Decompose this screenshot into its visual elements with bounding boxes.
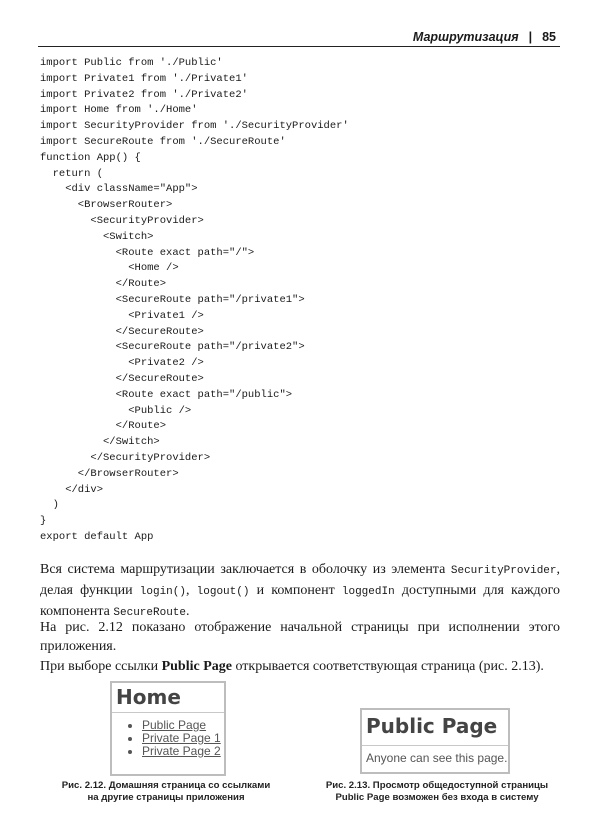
public-page-heading: Public Page: [362, 710, 508, 746]
code-line: ): [40, 499, 59, 512]
code-line: <Public />: [40, 404, 192, 417]
code-line: </Switch>: [40, 436, 160, 449]
figure-caption-2-13: [312, 780, 562, 804]
section-title: Маршрутизация: [412, 30, 519, 44]
inline-code: loggedIn: [341, 586, 395, 598]
code-line: <Switch>: [40, 230, 154, 243]
code-line: <SecureRoute path="/private1">: [40, 293, 305, 306]
code-line: import SecureRoute from './SecureRoute': [40, 135, 286, 148]
inline-code: logout(): [196, 586, 250, 598]
figure-public-page-screenshot: [360, 708, 510, 774]
para-text: ,: [185, 583, 197, 598]
para-text: Вся система маршрутизации заключается в оболочку из элемента: [40, 562, 451, 577]
para-text: При выборе ссылки: [40, 659, 162, 674]
link-private-page-1[interactable]: Private Page 1: [142, 731, 221, 745]
code-line: </Route>: [40, 420, 167, 433]
paragraph-security-provider: [40, 560, 560, 623]
inline-code: login(): [139, 586, 186, 598]
link-list: [112, 719, 224, 758]
code-line: function App() {: [40, 151, 141, 164]
header-separator: |: [528, 30, 533, 44]
code-line: <BrowserRouter>: [40, 199, 173, 212]
code-line: import SecurityProvider from './SecurityProvider': [40, 120, 349, 133]
figure-home-screenshot: [110, 681, 226, 776]
code-line: <SecureRoute path="/private2">: [40, 341, 305, 354]
code-line: </BrowserRouter>: [40, 467, 179, 480]
code-line: import Home from './Home': [40, 104, 198, 117]
caption-line: Public Page возможен без входа в систему: [335, 792, 539, 803]
home-heading: Home: [112, 683, 224, 713]
paragraph-public-page: [40, 657, 560, 676]
code-line: import Private1 from './Private1': [40, 72, 248, 85]
code-line: <Route exact path="/">: [40, 246, 255, 259]
code-line: </SecureRoute>: [40, 325, 204, 338]
code-listing: [40, 56, 349, 546]
code-line: </Route>: [40, 278, 167, 291]
code-line: <div className="App">: [40, 183, 198, 196]
para-text: открывается соответствующая страница (рис. 2.13).: [231, 659, 544, 674]
caption-line: Рис. 2.12. Домашняя страница со ссылками: [61, 780, 271, 791]
paragraph-figure-ref: На рис. 2.12 показано отображение начальной страницы при исполнении этого приложения.: [40, 620, 560, 654]
code-line: <Private2 />: [40, 357, 204, 370]
link-public-page[interactable]: Public Page: [142, 718, 207, 732]
code-line: import Private2 from './Private2': [40, 88, 248, 101]
code-line: <Route exact path="/public">: [40, 388, 293, 401]
code-line: </div>: [40, 483, 104, 496]
list-item: [142, 745, 224, 758]
code-line: </SecureRoute>: [40, 372, 204, 385]
code-line: import Public from './Public': [40, 57, 223, 69]
code-line: </SecurityProvider>: [40, 451, 211, 464]
public-page-text: Anyone can see this page.: [366, 751, 508, 765]
para-text: , делая функции: [40, 562, 560, 598]
inline-code: SecurityProvider: [450, 565, 557, 577]
link-private-page-2[interactable]: Private Page 2: [142, 744, 221, 758]
bold-text: Public Page: [161, 659, 232, 674]
code-line: return (: [40, 167, 104, 180]
code-line: }: [40, 515, 47, 528]
code-line: <Private1 />: [40, 309, 204, 322]
para-text: доступными для каждого компонента: [40, 583, 561, 619]
code-line: <SecurityProvider>: [40, 214, 204, 227]
caption-line: на другие страницы приложения: [87, 792, 245, 803]
running-header: [38, 26, 560, 47]
code-line: <Home />: [40, 262, 179, 275]
page-number: 85: [542, 30, 556, 44]
para-text: и компонент: [249, 583, 342, 598]
code-line: export default App: [40, 530, 154, 543]
caption-line: Рис. 2.13. Просмотр общедоступной страницы: [325, 780, 549, 791]
para-text: .: [186, 604, 190, 619]
figure-caption-2-12: [56, 780, 276, 804]
inline-code: SecureRoute: [113, 607, 187, 619]
